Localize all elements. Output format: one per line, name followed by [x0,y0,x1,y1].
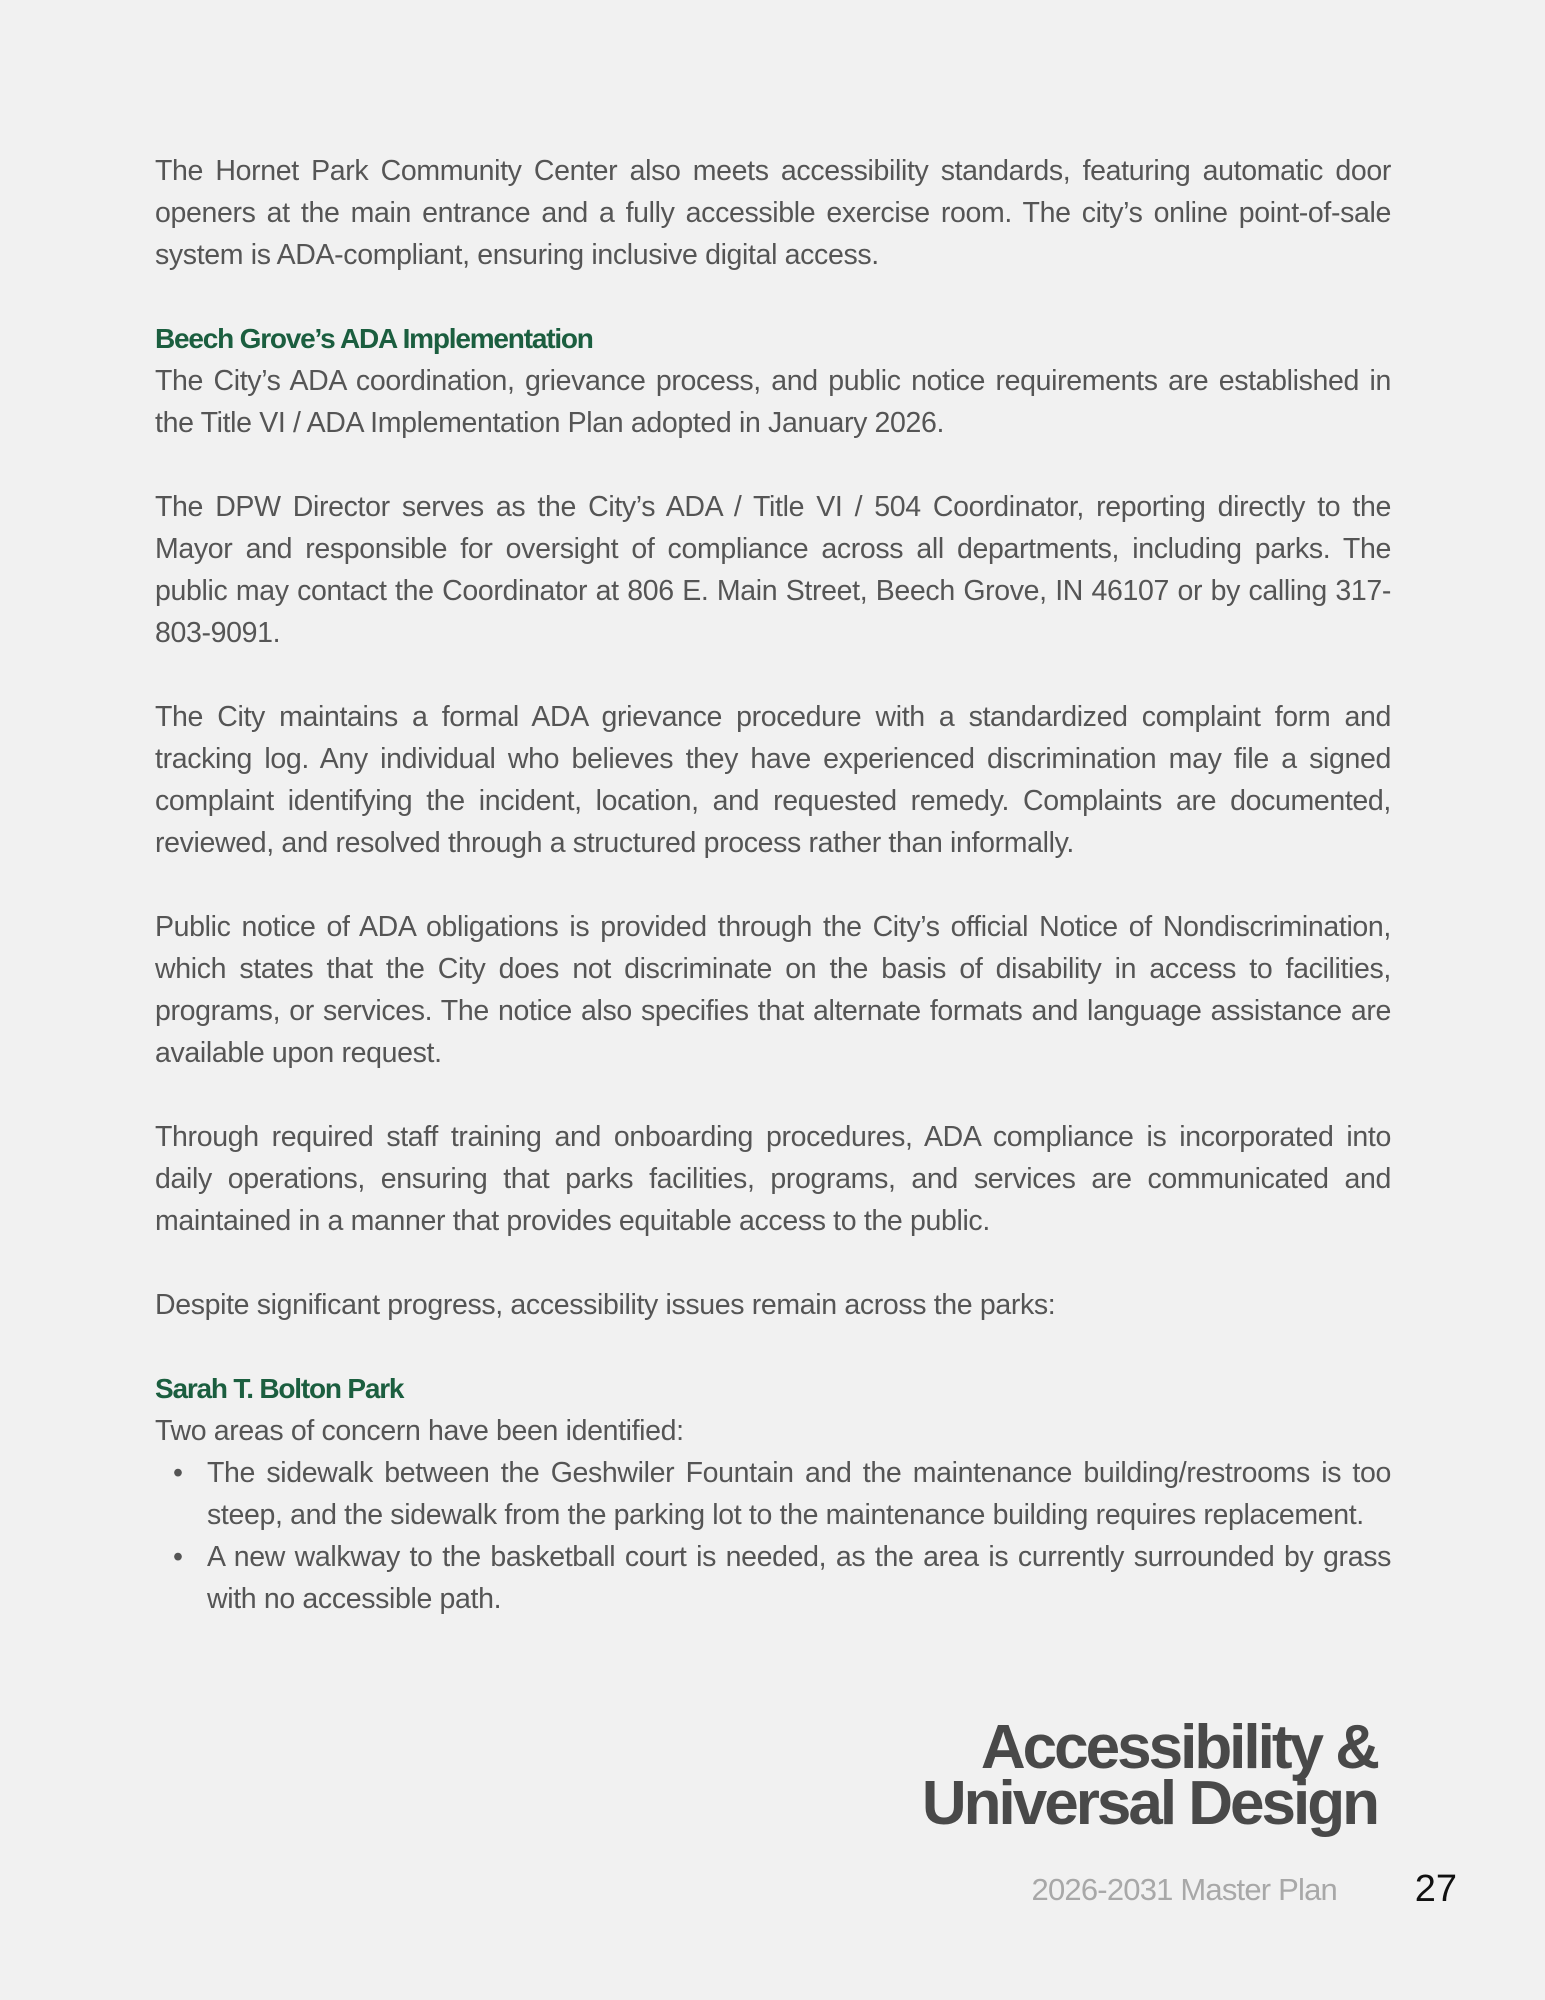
section-heading-ada-implementation: Beech Grove’s ADA Implementation [155,323,593,354]
page-content [155,150,1391,1620]
bullet-icon: • [173,1457,183,1489]
bullet-icon: • [173,1541,183,1573]
list-item-text: A new walkway to the basketball court is needed, as the area is currently surrounded by grass with no accessible path. [207,1541,1391,1615]
page-number: 27 [1414,1868,1457,1910]
paragraph-public-notice: Public notice of ADA obligations is provided through the City’s official Notice of Nondiscrimination, which states that the City does not discriminate on the basis of disability in access to facilities, programs, or services. The notice also specifies that alternate formats and language assistance are available upon request. [155,911,1391,1069]
footer-plan-label: 2026-2031 Master Plan [1031,1872,1337,1907]
chapter-title-line1: Accessibility & [980,1713,1377,1782]
chapter-title-line2: Universal Design [921,1769,1377,1838]
paragraph-concerns-intro: Two areas of concern have been identified: [155,1415,684,1447]
paragraph-grievance: The City maintains a formal ADA grievance procedure with a standardized complaint form and tracking log. Any individual who believes they have experienced discrimination may file a signed complaint identifying the incident, location, and requested remedy. Complaints are documented, reviewed, and resolved through a structured process rather than informally. [155,701,1391,859]
list-item-text: The sidewalk between the Geshwiler Fountain and the maintenance building/restrooms is too steep, and the sidewalk from the parking lot to the maintenance building requires replacement. [207,1457,1391,1531]
concerns-list [155,1452,1391,1620]
chapter-title [921,1713,1377,1838]
paragraph-coordinator: The DPW Director serves as the City’s ADA / Title VI / 504 Coordinator, reporting directly to the Mayor and responsible for oversight of compliance across all departments, including parks. The public may contact the Coordinator at 806 E. Main Street, Beech Grove, IN 46107 or by calling 317-803-9091. [155,491,1391,649]
section-heading-bolton-park: Sarah T. Bolton Park [155,1373,404,1404]
list-item [173,1536,1391,1620]
list-item [173,1452,1391,1536]
paragraph-training: Through required staff training and onboarding procedures, ADA compliance is incorporated into daily operations, ensuring that parks facilities, programs, and services are communicated and maintained in a manner that provides equitable access to the public. [155,1121,1391,1237]
paragraph-ada-plan: The City’s ADA coordination, grievance process, and public notice requirements are established in the Title VI / ADA Implementation Plan adopted in January 2026. [155,365,1391,439]
paragraph-issues-remain: Despite significant progress, accessibility issues remain across the parks: [155,1289,1056,1321]
intro-paragraph: The Hornet Park Community Center also meets accessibility standards, featuring automatic door openers at the main entrance and a fully accessible exercise room. The city’s online point-of-sale system is ADA-compliant, ensuring inclusive digital access. [155,155,1391,271]
